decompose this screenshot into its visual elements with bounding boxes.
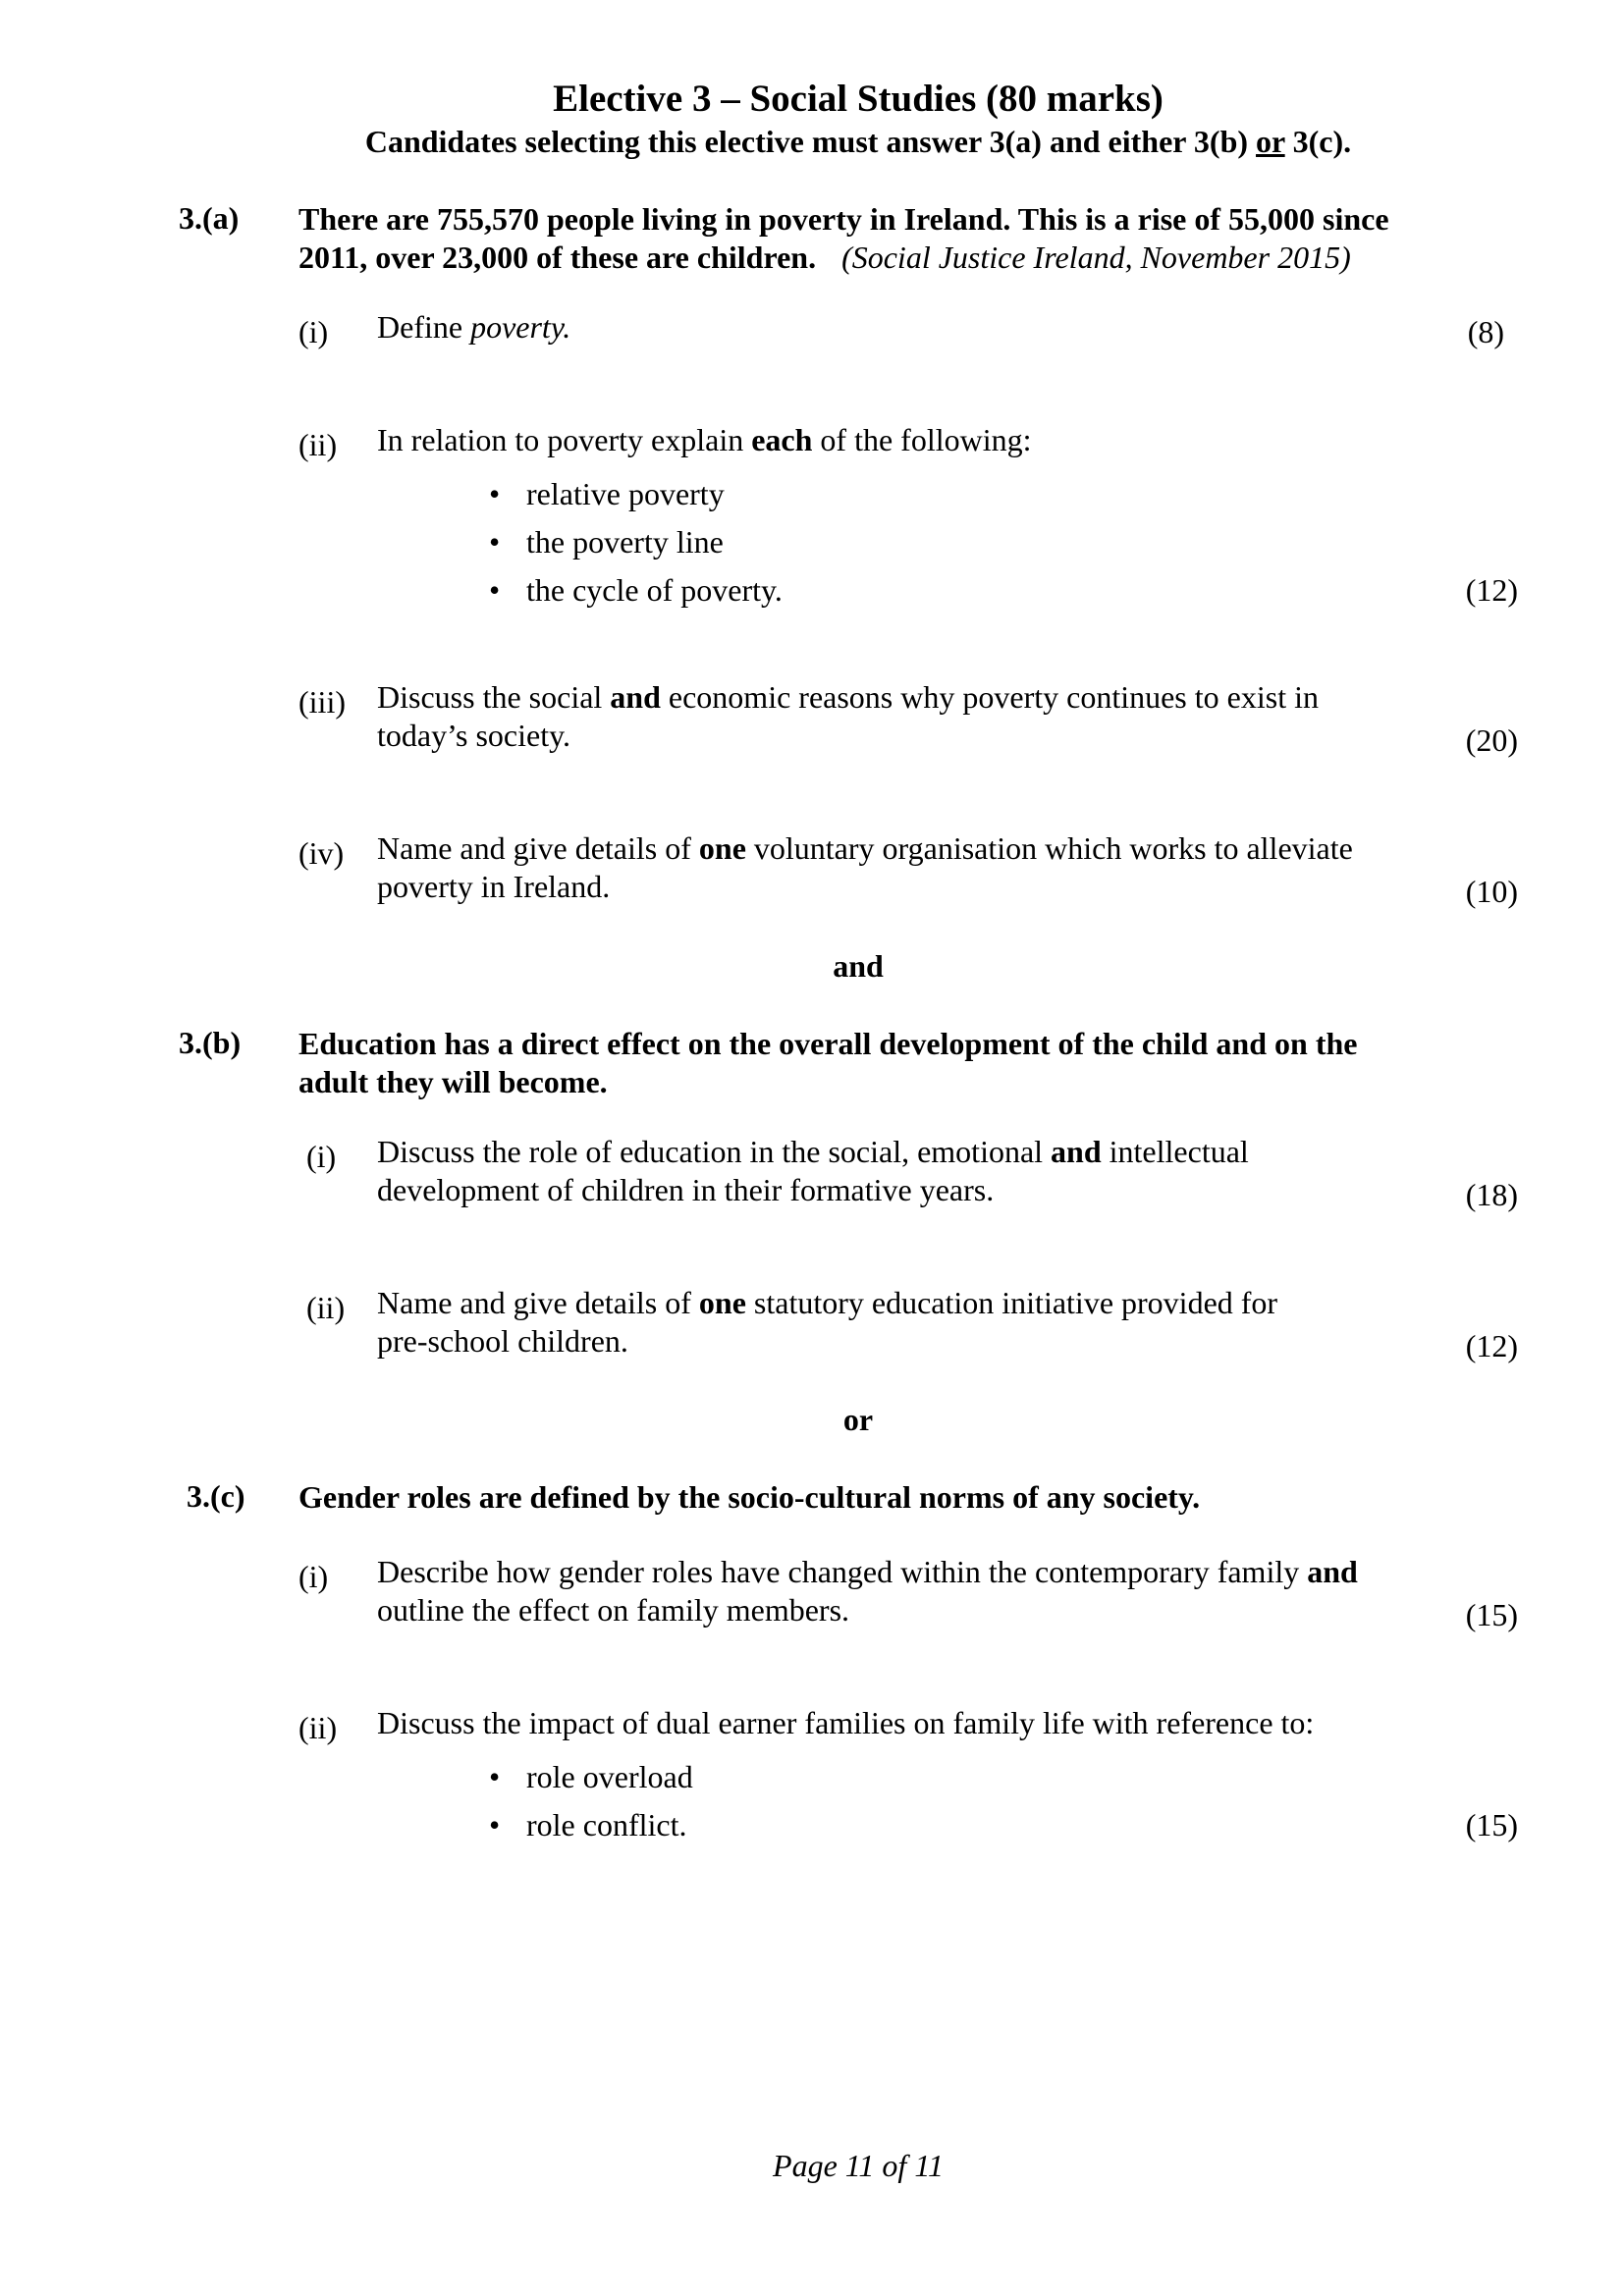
- question-3b-i-marks: (18): [1465, 1177, 1518, 1212]
- instruction-text-post: 3(c).: [1284, 124, 1352, 159]
- question-3b-ii-text: Name and give details of one statutory education initiative provided for pre-school children.: [377, 1285, 1278, 1359]
- question-3a-number: 3.(a): [179, 200, 240, 236]
- question-3b-ii-number: (ii): [306, 1290, 346, 1325]
- question-3c-i-number: (i): [298, 1559, 329, 1594]
- question-3c-ii-bullet: • role overload: [489, 1759, 693, 1794]
- question-3b-i-text: Discuss the role of education in the social, emotional and intellectual development of children in their formative years.: [377, 1134, 1249, 1207]
- page-footer: Page 11 of 11: [773, 2148, 944, 2183]
- question-3a-iii-number: (iii): [298, 684, 346, 720]
- question-3c-i-text: Describe how gender roles have changed within the contemporary family and outline the effect on family members.: [377, 1554, 1358, 1628]
- question-3b-stem: Education has a direct effect on the overall development of the child and on the adult they will become.: [298, 1026, 1358, 1099]
- question-3a-iii-text: Discuss the social and economic reasons why poverty continues to exist in today’s society.: [377, 679, 1319, 753]
- question-3a-ii-text: In relation to poverty explain each of the following:: [377, 422, 1032, 457]
- question-3c-i-marks: (15): [1465, 1597, 1518, 1632]
- question-3a-iii-marks: (20): [1465, 722, 1518, 758]
- instruction-text-pre: Candidates selecting this elective must answer 3(a) and either 3(b): [364, 124, 1257, 159]
- question-3a-i-number: (i): [298, 314, 329, 349]
- connector-and: and: [833, 948, 884, 984]
- question-3a-ii-bullet: • relative poverty: [489, 476, 725, 511]
- question-3a-ii-marks: (12): [1465, 572, 1518, 608]
- question-3a-ii-bullet: • the cycle of poverty.: [489, 572, 783, 608]
- question-3c-ii-number: (ii): [298, 1710, 338, 1745]
- question-3a-stem-line2: 2011, over 23,000 of these are children. (Social Justice Ireland, November 2015): [298, 240, 1351, 275]
- question-3c-ii-marks: (15): [1465, 1807, 1518, 1842]
- question-3a-ii-number: (ii): [298, 427, 338, 462]
- instruction-or: or: [1256, 124, 1285, 159]
- question-3c-number: 3.(c): [187, 1478, 245, 1514]
- connector-or: or: [842, 1402, 874, 1437]
- question-3a-iv-marks: (10): [1465, 874, 1518, 909]
- bullet-icon: •: [489, 524, 501, 560]
- question-3a-stem: [298, 200, 1389, 277]
- question-3a-i-text: Define poverty.: [377, 309, 571, 345]
- bullet-icon: •: [489, 476, 501, 511]
- question-3a-iv-number: (iv): [298, 835, 345, 871]
- question-3a-i-marks: (8): [1467, 314, 1504, 349]
- bullet-icon: •: [489, 1807, 501, 1842]
- question-3c-ii-text: Discuss the impact of dual earner families on family life with reference to:: [377, 1705, 1315, 1740]
- bullet-icon: •: [489, 572, 501, 608]
- question-3a-ii-bullet: • the poverty line: [489, 524, 724, 560]
- question-3c-ii-bullet: • role conflict.: [489, 1807, 687, 1842]
- elective-title: Elective 3 – Social Studies (80 marks): [553, 78, 1164, 120]
- question-3b-number: 3.(b): [179, 1025, 242, 1060]
- question-3a-stem-line1: There are 755,570 people living in poverty in Ireland. This is a rise of 55,000 since: [298, 201, 1389, 237]
- question-3b-ii-marks: (12): [1465, 1328, 1518, 1363]
- question-3b-i-number: (i): [306, 1139, 337, 1174]
- bullet-icon: •: [489, 1759, 501, 1794]
- question-3c-stem: Gender roles are defined by the socio-cultural norms of any society.: [298, 1479, 1201, 1515]
- question-3a-source: (Social Justice Ireland, November 2015): [841, 240, 1351, 275]
- elective-instruction: [0, 124, 1624, 160]
- question-3a-iv-text: Name and give details of one voluntary organisation which works to alleviate poverty in Ireland.: [377, 830, 1353, 904]
